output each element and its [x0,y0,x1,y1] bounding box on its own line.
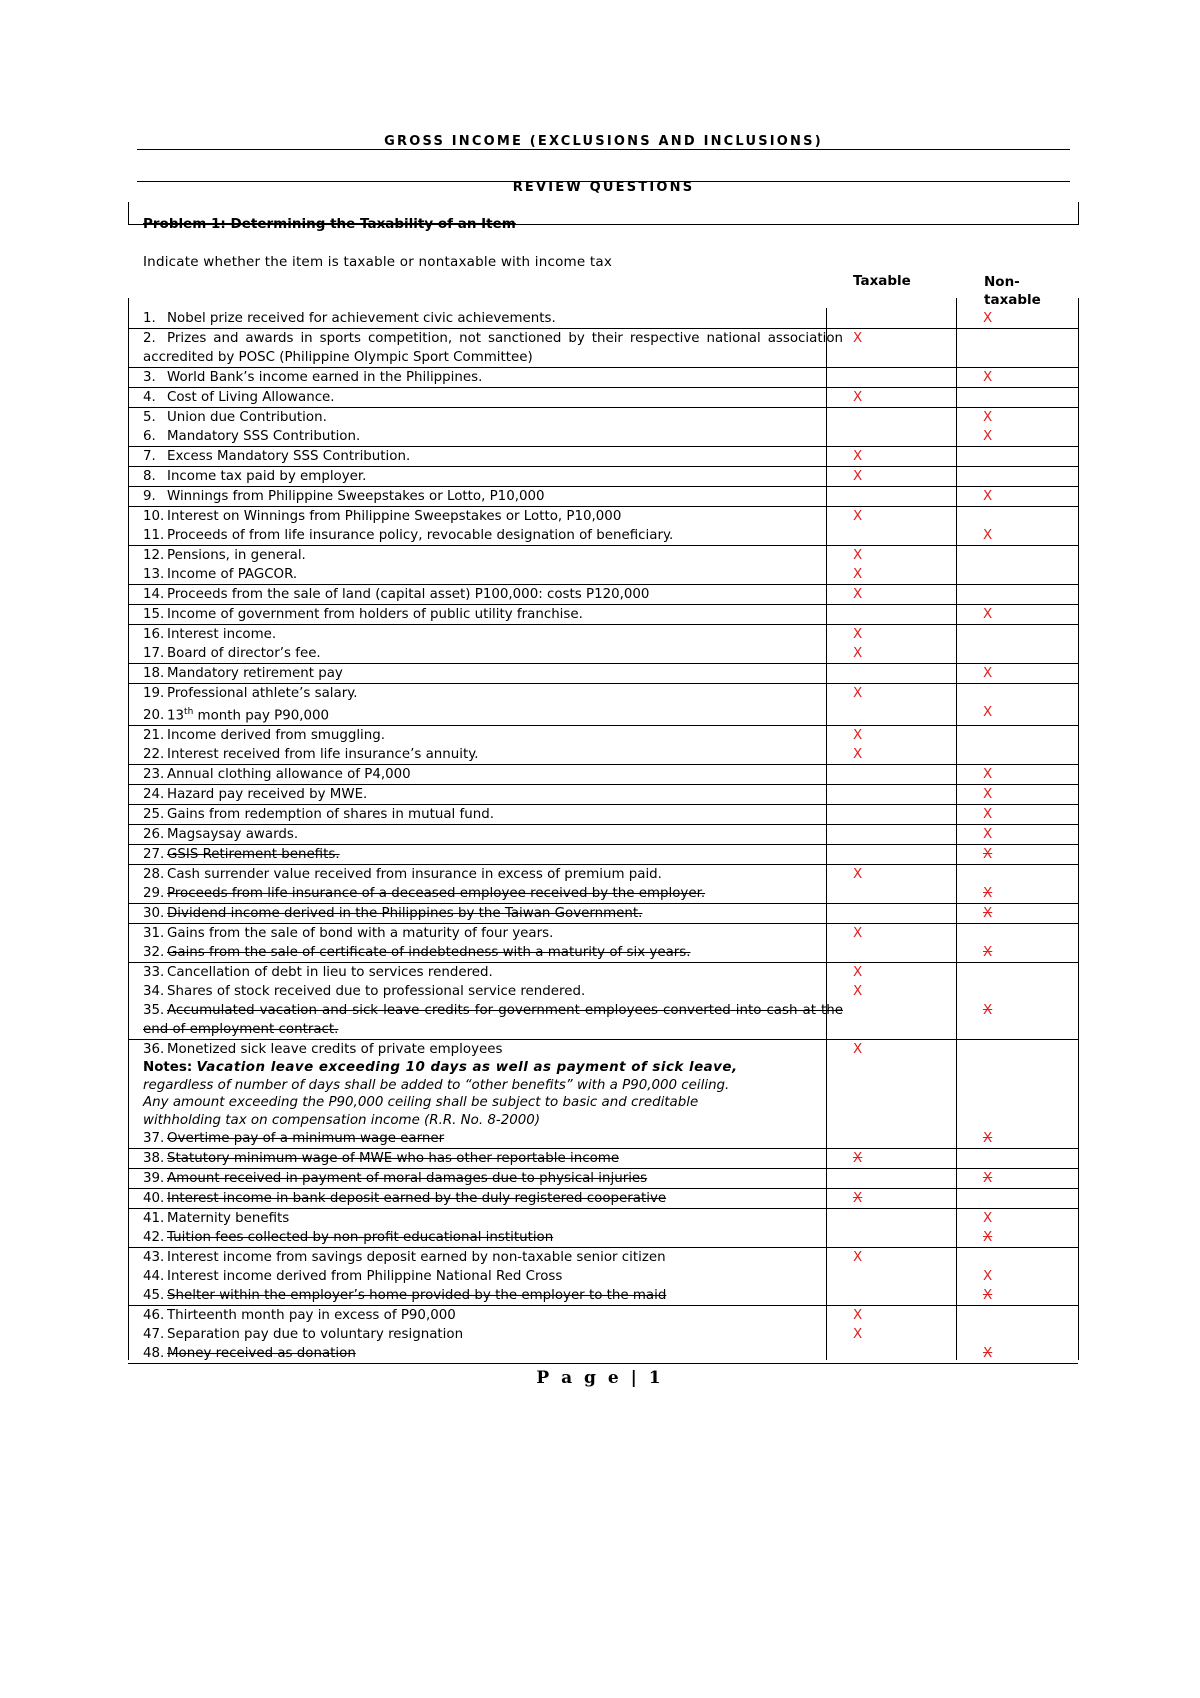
item-number: 3. [143,370,156,385]
table-row [128,507,1078,526]
item-label-continued: month pay P90,000 [193,708,330,724]
table-row [128,565,1078,585]
item-label: Interest income from savings deposit earned by non-taxable senior citizen [167,1250,666,1266]
nontaxable-mark: X [983,704,993,720]
item-text [128,526,843,545]
item-text [128,664,843,683]
item-number: 2. [143,331,156,346]
taxable-mark: X [853,1150,863,1167]
nontaxable-mark: X [983,1345,993,1362]
taxable-mark: X [853,448,863,464]
item-number: 19. [143,686,165,701]
item-text [128,585,843,604]
nontaxable-mark: X [983,409,993,425]
table-row [128,1169,1078,1189]
item-text [128,745,843,764]
table-row [128,684,1078,703]
taxable-mark: X [853,330,863,346]
item-label: Gains from the sale of bond with a maturity of four years. [167,926,554,942]
nontaxable-mark: X [983,665,993,681]
nontaxable-mark: X [983,885,993,902]
box-left-edge [128,202,129,224]
item-label: Shares of stock received due to professional service rendered. [167,984,586,1000]
item-label: Shelter within the employer’s home provided by the employer to the maid [167,1288,667,1304]
item-label: Proceeds from life insurance of a deceased employee received by the employer. [167,886,706,902]
table-row [128,845,1078,865]
table-row [128,963,1078,982]
item-number: 27. [143,847,165,863]
item-number: 33. [143,965,165,981]
notes-label: Notes: [143,1060,193,1076]
item-number: 21. [143,728,165,744]
item-number: 31. [143,926,165,942]
item-number: 9. [143,489,156,504]
item-text [128,1267,843,1286]
item-label: World Bank’s income earned in the Philippines. [167,370,483,385]
taxable-mark: X [853,389,863,405]
item-label: Magsaysay awards. [167,827,299,843]
nontaxable-mark: X [983,1229,993,1246]
item-text [128,1149,843,1168]
item-superscript: th [184,707,194,717]
item-text [128,703,843,725]
item-text [128,726,843,745]
nontaxable-mark: X [983,1287,993,1304]
item-text [128,309,843,328]
taxable-mark: X [853,508,863,524]
nontaxable-mark: X [983,766,993,783]
item-number: 25. [143,807,165,823]
table-row [128,1325,1078,1344]
table-row [128,1286,1078,1306]
item-label: Cash surrender value received from insurance in excess of premium paid. [167,867,662,883]
item-number: 37. [143,1131,165,1147]
item-label: Cost of Living Allowance. [167,390,335,405]
item-number: 46. [143,1308,165,1324]
item-label-line2: into cash at the end of employment contract. [143,1003,843,1038]
nontaxable-mark: X [983,369,993,385]
taxable-mark: X [853,566,863,582]
item-label: Thirteenth month pay in excess of P90,000 [167,1308,456,1324]
item-label: Professional athlete’s salary. [167,686,358,701]
box-right-edge [1078,202,1079,224]
item-label: Interest received from life insurance’s annuity. [167,747,479,763]
column-header-nontaxable [984,273,1041,309]
item-label: GSIS Retirement benefits. [167,847,340,863]
title-rule [137,149,1070,150]
item-label: Income derived from smuggling. [167,728,386,744]
table-row [128,745,1078,765]
item-text [128,1286,843,1305]
item-number: 43. [143,1250,165,1266]
column-header-nontaxable-line1: Non- [984,274,1020,290]
taxable-mark: X [853,1190,863,1207]
item-label: Amount received in payment of moral damages due to physical injuries [167,1171,648,1187]
taxable-mark: X [853,586,863,602]
nontaxable-mark: X [983,310,993,326]
taxable-mark: X [853,866,863,883]
table-row [128,1344,1078,1364]
item-label: Interest income. [167,627,277,642]
item-label: Dividend income derived in the Philippines by the Taiwan Government. [167,906,643,922]
item-label: Mandatory retirement pay [167,666,343,681]
table-row [128,765,1078,785]
column-header-taxable: Taxable [853,273,911,289]
item-number: 35. [143,1003,165,1019]
table-row [128,605,1078,625]
nontaxable-mark: X [983,428,993,444]
page-title: GROSS INCOME (EXCLUSIONS AND INCLUSIONS) [384,134,823,149]
item-text [128,625,843,644]
item-text [128,1306,843,1325]
item-number: 44. [143,1269,165,1285]
item-text [128,1209,843,1228]
item-label: Interest income derived from Philippine National Red Cross [167,1269,563,1285]
table-row [128,1267,1078,1286]
item-text [128,1040,843,1059]
item-label: Board of director’s fee. [167,646,321,661]
table-row [128,487,1078,507]
table-row [128,664,1078,684]
item-number: 8. [143,469,156,484]
item-text [128,924,843,943]
item-number: 23. [143,767,165,783]
table-row [128,526,1078,546]
table-row [128,1248,1078,1267]
nontaxable-mark: X [983,1002,993,1019]
item-text [128,1189,843,1208]
taxable-mark: X [853,727,863,744]
item-number: 13. [143,567,165,582]
item-label: Gains from redemption of shares in mutual fund. [167,807,494,823]
taxable-mark: X [853,964,863,981]
problem-heading: Problem 1: Determining the Taxability of an Item [143,216,516,232]
item-text [128,1325,843,1344]
item-label: Proceeds from the sale of land (capital asset) P100,000: costs P120,000 [167,587,650,602]
nontaxable-mark: X [983,905,993,922]
nontaxable-mark: X [983,1130,993,1147]
item-label: Excess Mandatory SSS Contribution. [167,449,411,464]
taxable-mark: X [853,645,863,661]
nontaxable-mark: X [983,786,993,803]
notes-line-3: Any amount exceeding the P90,000 ceiling shall be subject to basic and creditable [143,1095,699,1111]
item-number: 34. [143,984,165,1000]
item-number: 14. [143,587,165,602]
notes-line-2: regardless of number of days shall be added to “other benefits” with a P90,000 ceiling. [143,1077,730,1093]
item-number: 45. [143,1288,165,1304]
nontaxable-mark: X [983,606,993,622]
item-text [128,368,843,387]
item-text [128,805,843,824]
item-number: 18. [143,666,165,681]
item-text [128,825,843,844]
item-text [128,467,843,486]
nontaxable-mark: X [983,944,993,961]
table-row [128,825,1078,845]
taxable-mark: X [853,925,863,942]
item-text [128,487,843,506]
taxable-mark: X [853,1041,863,1058]
page-separator: | [630,1368,640,1388]
table-row [128,904,1078,924]
taxable-mark: X [853,1307,863,1324]
item-number: 32. [143,945,165,961]
item-label: Annual clothing allowance of P4,000 [167,767,411,783]
table-row [128,703,1078,726]
item-label: Tuition fees collected by non-profit educational institution [167,1230,554,1246]
item-label: Accumulated vacation and sick leave credits for government employees converted [167,1003,731,1019]
item-label: Hazard pay received by MWE. [167,787,368,803]
item-text [128,427,843,446]
item-text [128,1129,843,1148]
column-header-nontaxable-line2: taxable [984,292,1041,308]
table-row [128,1001,1078,1040]
item-text [128,884,843,903]
item-number: 30. [143,906,165,922]
item-label: Monetized sick leave credits of private employees [167,1042,503,1058]
page-footer [0,1368,1200,1388]
item-text [128,904,843,923]
nontaxable-mark: X [983,846,993,863]
item-number: 4. [143,390,156,405]
item-text [128,1228,843,1247]
nontaxable-mark: X [983,806,993,823]
item-label: Interest on Winnings from Philippine Sweepstakes or Lotto, P10,000 [167,509,622,524]
table-row [128,625,1078,644]
item-number: 36. [143,1042,165,1058]
item-text [128,865,843,884]
notes-block [128,1059,843,1129]
item-label: Mandatory SSS Contribution. [167,429,361,444]
nontaxable-mark: X [983,488,993,504]
item-number: 38. [143,1151,165,1167]
nontaxable-mark: X [983,826,993,843]
items-table [128,309,1078,1364]
item-label: Prizes and awards in sports competition, not sanctioned by their respective national [167,331,761,346]
table-row [128,447,1078,467]
item-text [128,765,843,784]
item-text [128,605,843,624]
item-label: 13 [167,708,185,724]
table-row [128,546,1078,565]
taxable-mark: X [853,746,863,763]
item-label: Maternity benefits [167,1211,290,1227]
table-row [128,982,1078,1001]
item-text [128,1169,843,1188]
item-number: 41. [143,1211,165,1227]
table-row [128,644,1078,664]
table-row [128,1209,1078,1228]
table-row [128,1306,1078,1325]
item-text [128,1248,843,1267]
item-label: Income tax paid by employer. [167,469,367,484]
item-number: 47. [143,1327,165,1343]
table-row [128,1040,1078,1059]
item-number: 5. [143,410,156,425]
table-row [128,1129,1078,1149]
table-row [128,1228,1078,1248]
problem-instruction: Indicate whether the item is taxable or nontaxable with income tax [143,254,613,270]
table-right-border [1078,298,1079,1360]
item-label: Union due Contribution. [167,410,327,425]
item-number: 10. [143,509,165,524]
item-number: 12. [143,548,165,563]
page-subtitle: REVIEW QUESTIONS [512,180,695,195]
item-label: Separation pay due to voluntary resignation [167,1327,464,1343]
item-label: Nobel prize received for achievement civic achievements. [167,311,556,326]
item-number: 15. [143,607,165,622]
table-row [128,329,1078,368]
item-text [128,963,843,982]
item-number: 7. [143,449,156,464]
item-text [128,408,843,427]
taxable-mark: X [853,983,863,1000]
page-number: 1 [648,1368,664,1388]
table-row [128,585,1078,605]
taxable-mark: X [853,685,863,701]
item-text [128,845,843,864]
taxable-mark: X [853,1326,863,1343]
item-text [128,684,843,703]
nontaxable-mark: X [983,1268,993,1285]
nontaxable-mark: X [983,527,993,543]
item-text [128,546,843,565]
nontaxable-mark: X [983,1210,993,1227]
table-row [128,924,1078,943]
item-label: Income of government from holders of public utility franchise. [167,607,583,622]
table-row [128,726,1078,745]
item-label-line2: association accredited by POSC (Philippine Olympic Sport Committee) [143,331,843,365]
item-text [128,785,843,804]
item-text [128,1001,843,1039]
item-label: Cancellation of debt in lieu to services rendered. [167,965,493,981]
item-label: Statutory minimum wage of MWE who has other reportable income [167,1151,620,1167]
table-row [128,884,1078,904]
taxable-mark: X [853,468,863,484]
item-number: 24. [143,787,165,803]
table-row [128,865,1078,884]
item-number: 17. [143,646,165,661]
item-number: 48. [143,1346,165,1362]
table-row [128,1189,1078,1209]
table-row [128,943,1078,963]
item-label: Money received as donation [167,1346,356,1362]
item-number: 11. [143,528,165,543]
item-label: Overtime pay of a minimum wage earner [167,1131,445,1147]
taxable-mark: X [853,1249,863,1266]
item-text [128,507,843,526]
notes-line-4: withholding tax on compensation income (R.R. No. 8-2000) [143,1112,541,1128]
item-text [128,565,843,584]
page-label: P a g e [536,1368,622,1388]
table-row [128,427,1078,447]
item-text [128,982,843,1001]
item-number: 29. [143,886,165,902]
item-label: Income of PAGCOR. [167,567,298,582]
taxable-mark: X [853,547,863,563]
table-row [128,1149,1078,1169]
nontaxable-mark: X [983,1170,993,1187]
item-number: 6. [143,429,156,444]
item-text [128,1344,843,1363]
notes-bold-text: Vacation leave exceeding 10 days as well as payment of sick leave, [196,1060,738,1076]
item-number: 16. [143,627,165,642]
item-label: Proceeds of from life insurance policy, revocable designation of beneficiary. [167,528,674,543]
item-text [128,447,843,466]
item-text [128,329,843,367]
table-row [128,467,1078,487]
item-number: 42. [143,1230,165,1246]
item-number: 22. [143,747,165,763]
item-label: Gains from the sale of certificate of indebtedness with a maturity of six years. [167,945,691,961]
item-number: 40. [143,1191,165,1207]
item-label: Winnings from Philippine Sweepstakes or Lotto, P10,000 [167,489,545,504]
table-row [128,388,1078,408]
item-text [128,644,843,663]
item-number: 26. [143,827,165,843]
table-row [128,309,1078,329]
item-number: 28. [143,867,165,883]
item-text [128,943,843,962]
taxable-mark: X [853,626,863,642]
item-text [128,388,843,407]
item-label: Pensions, in general. [167,548,306,563]
table-row [128,408,1078,427]
item-number: 39. [143,1171,165,1187]
table-row [128,368,1078,388]
table-row [128,805,1078,825]
item-label: Interest income in bank deposit earned by the duly registered cooperative [167,1191,667,1207]
table-row [128,785,1078,805]
item-number: 1. [143,311,156,326]
item-number: 20. [143,708,165,724]
